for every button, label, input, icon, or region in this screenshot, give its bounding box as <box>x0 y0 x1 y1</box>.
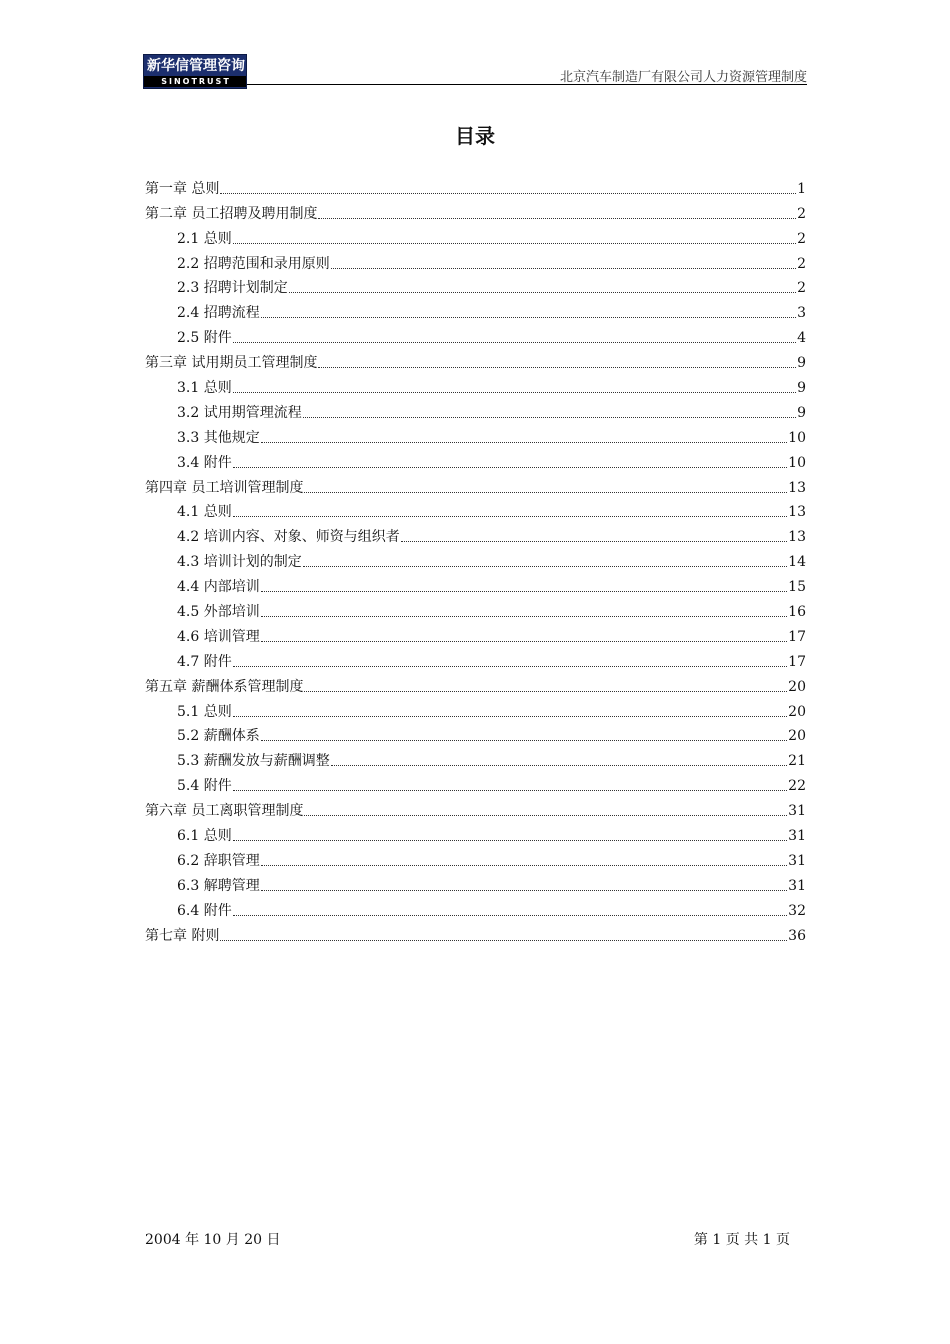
toc-entry-page: 36 <box>788 927 806 944</box>
toc-entry[interactable] <box>145 597 806 622</box>
toc-entry[interactable] <box>145 373 806 398</box>
toc-dot-leader <box>261 442 787 443</box>
toc-entry-title: 4.2 培训内容、对象、师资与组织者 <box>177 529 400 546</box>
toc-dot-leader <box>220 940 787 941</box>
toc-entry-title: 3.1 总则 <box>177 380 232 397</box>
toc-dot-leader <box>261 317 796 318</box>
toc-entry[interactable] <box>145 871 806 896</box>
toc-entry-page: 21 <box>788 753 806 770</box>
toc-entry[interactable] <box>145 249 806 274</box>
header-divider <box>247 84 807 85</box>
toc-entry[interactable] <box>145 298 806 323</box>
toc-entry-page: 20 <box>788 728 806 745</box>
toc-entry-title: 2.2 招聘范围和录用原则 <box>177 255 330 272</box>
toc-entry[interactable] <box>145 771 806 796</box>
company-logo <box>143 54 247 89</box>
toc-entry[interactable] <box>145 697 806 722</box>
toc-dot-leader <box>303 417 796 418</box>
toc-entry-page: 4 <box>797 330 806 347</box>
toc-entry[interactable] <box>145 796 806 821</box>
logo-english-text: SINOTRUST <box>144 76 247 87</box>
toc-entry[interactable] <box>145 672 806 697</box>
toc-entry-title: 6.4 附件 <box>177 902 232 919</box>
toc-entry-title: 6.2 辞职管理 <box>177 852 260 869</box>
toc-dot-leader <box>261 890 787 891</box>
toc-entry-title: 5.4 附件 <box>177 778 232 795</box>
toc-entry-page: 16 <box>788 604 806 621</box>
toc-entry-title: 第四章 员工培训管理制度 <box>145 479 304 496</box>
toc-entry-page: 2 <box>797 230 806 247</box>
toc-entry-title: 第七章 附则 <box>145 927 220 944</box>
toc-dot-leader <box>233 392 796 393</box>
toc-entry[interactable] <box>145 896 806 921</box>
toc-entry-page: 32 <box>788 902 806 919</box>
toc-entry-title: 3.3 其他规定 <box>177 429 260 446</box>
toc-dot-leader <box>261 616 787 617</box>
toc-entry[interactable] <box>145 622 806 647</box>
toc-entry[interactable] <box>145 846 806 871</box>
toc-dot-leader <box>261 740 787 741</box>
toc-dot-leader <box>304 691 787 692</box>
toc-dot-leader <box>303 566 787 567</box>
toc-entry-page: 13 <box>788 504 806 521</box>
toc-entry-page: 1 <box>797 180 806 197</box>
toc-entry-title: 4.1 总则 <box>177 504 232 521</box>
toc-entry[interactable] <box>145 498 806 523</box>
toc-entry[interactable] <box>145 348 806 373</box>
toc-dot-leader <box>220 193 796 194</box>
toc-dot-leader <box>233 840 787 841</box>
footer-page-number: 第 1 页 共 1 页 <box>693 1232 790 1248</box>
toc-entry[interactable] <box>145 473 806 498</box>
toc-entry[interactable] <box>145 522 806 547</box>
toc-entry-page: 31 <box>788 803 806 820</box>
toc-entry-page: 17 <box>788 653 806 670</box>
toc-entry-title: 5.1 总则 <box>177 703 232 720</box>
header-document-name: 北京汽车制造厂有限公司人力资源管理制度 <box>559 70 807 85</box>
toc-entry-page: 9 <box>797 380 806 397</box>
toc-entry-page: 9 <box>797 355 806 372</box>
toc-entry[interactable] <box>145 423 806 448</box>
toc-entry-title: 第一章 总则 <box>145 180 220 197</box>
toc-entry[interactable] <box>145 746 806 771</box>
toc-entry-title: 5.2 薪酬体系 <box>177 728 260 745</box>
toc-dot-leader <box>233 666 787 667</box>
toc-dot-leader <box>233 716 787 717</box>
toc-entry[interactable] <box>145 274 806 299</box>
table-of-contents <box>145 174 806 946</box>
toc-entry-title: 3.4 附件 <box>177 454 232 471</box>
toc-entry[interactable] <box>145 398 806 423</box>
toc-entry[interactable] <box>145 821 806 846</box>
toc-entry-page: 15 <box>788 579 806 596</box>
toc-dot-leader <box>304 492 787 493</box>
toc-dot-leader <box>233 516 787 517</box>
toc-dot-leader <box>233 467 787 468</box>
toc-entry-title: 4.4 内部培训 <box>177 579 260 596</box>
toc-entry-title: 第五章 薪酬体系管理制度 <box>145 678 304 695</box>
toc-entry-page: 2 <box>797 205 806 222</box>
toc-entry-page: 17 <box>788 628 806 645</box>
toc-entry[interactable] <box>145 647 806 672</box>
toc-entry[interactable] <box>145 921 806 946</box>
toc-dot-leader <box>233 243 796 244</box>
toc-entry-title: 4.5 外部培训 <box>177 604 260 621</box>
logo-chinese-text: 新华信管理咨询 <box>147 58 245 74</box>
toc-entry-title: 4.3 培训计划的制定 <box>177 554 302 571</box>
toc-entry-page: 9 <box>797 404 806 421</box>
toc-entry[interactable] <box>145 547 806 572</box>
toc-entry-page: 13 <box>788 529 806 546</box>
page-title: 目录 <box>455 124 495 148</box>
toc-entry[interactable] <box>145 199 806 224</box>
toc-dot-leader <box>331 268 796 269</box>
toc-entry[interactable] <box>145 448 806 473</box>
toc-entry-title: 4.7 附件 <box>177 653 232 670</box>
toc-dot-leader <box>233 915 787 916</box>
toc-dot-leader <box>233 790 787 791</box>
toc-dot-leader <box>318 367 796 368</box>
toc-dot-leader <box>289 292 796 293</box>
toc-entry-page: 10 <box>788 429 806 446</box>
toc-entry[interactable] <box>145 323 806 348</box>
toc-entry[interactable] <box>145 572 806 597</box>
toc-entry-page: 31 <box>788 852 806 869</box>
toc-entry-title: 4.6 培训管理 <box>177 628 260 645</box>
toc-entry-page: 2 <box>797 280 806 297</box>
toc-entry[interactable] <box>145 722 806 747</box>
toc-entry-page: 14 <box>788 554 806 571</box>
footer-date: 2004 年 10 月 20 日 <box>145 1232 281 1248</box>
toc-entry-title: 2.1 总则 <box>177 230 232 247</box>
toc-entry[interactable] <box>145 224 806 249</box>
toc-dot-leader <box>261 591 787 592</box>
toc-entry-page: 22 <box>788 778 806 795</box>
toc-entry-page: 20 <box>788 678 806 695</box>
toc-entry-title: 2.5 附件 <box>177 330 232 347</box>
toc-entry-title: 3.2 试用期管理流程 <box>177 404 302 421</box>
toc-entry-title: 6.3 解聘管理 <box>177 877 260 894</box>
toc-entry-page: 10 <box>788 454 806 471</box>
toc-entry-title: 5.3 薪酬发放与薪酬调整 <box>177 753 330 770</box>
toc-dot-leader <box>233 342 796 343</box>
toc-entry-title: 2.3 招聘计划制定 <box>177 280 288 297</box>
toc-entry-page: 13 <box>788 479 806 496</box>
toc-entry-page: 2 <box>797 255 806 272</box>
toc-entry-page: 31 <box>788 828 806 845</box>
toc-entry-title: 2.4 招聘流程 <box>177 305 260 322</box>
toc-entry-title: 第六章 员工离职管理制度 <box>145 803 304 820</box>
toc-entry-title: 第三章 试用期员工管理制度 <box>145 355 318 372</box>
toc-dot-leader <box>304 815 787 816</box>
toc-dot-leader <box>401 541 787 542</box>
toc-entry-title: 6.1 总则 <box>177 828 232 845</box>
toc-entry-page: 31 <box>788 877 806 894</box>
toc-dot-leader <box>331 765 787 766</box>
toc-entry-page: 20 <box>788 703 806 720</box>
toc-dot-leader <box>261 865 787 866</box>
toc-entry-page: 3 <box>797 305 806 322</box>
toc-dot-leader <box>318 218 796 219</box>
toc-entry[interactable] <box>145 174 806 199</box>
toc-entry-title: 第二章 员工招聘及聘用制度 <box>145 205 318 222</box>
toc-dot-leader <box>261 641 787 642</box>
